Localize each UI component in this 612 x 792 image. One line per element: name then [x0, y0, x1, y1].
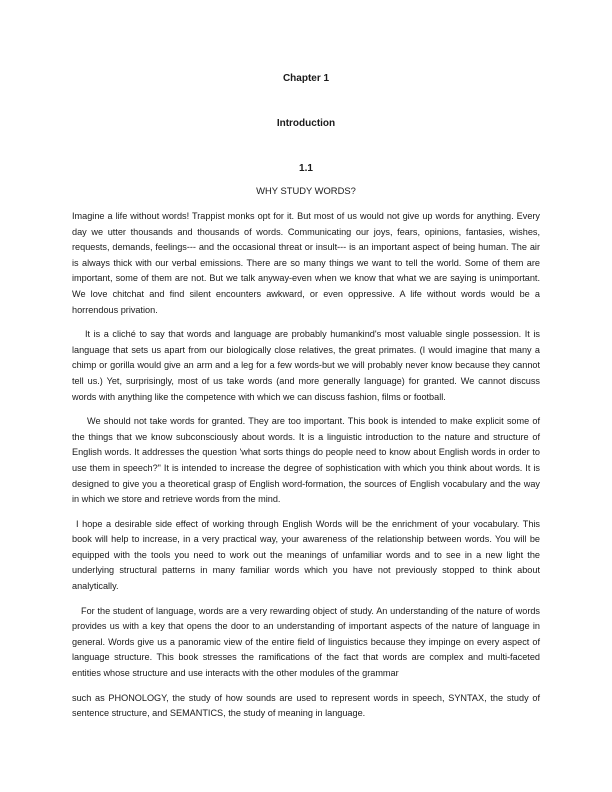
paragraph: We should not take words for granted. They are too important. This book is intended to make explicit some of the things that we know subconsciously about words. It is a linguistic introduction to the nature and structure of English words. It addresses the question 'what sorts things do people need to know about English words in order to use them in speech?" It is intended to increase the degree of sophistication with which you think about words. It is designed to give you a theoretical grasp of English word-formation, the sources of English vocabulary and the way in which we store and retrieve words from the mind. [72, 416, 540, 505]
section-title: WHY STUDY WORDS? [256, 185, 356, 196]
body-text [72, 209, 540, 731]
paragraph: such as PHONOLOGY, the study of how sounds are used to represent words in speech, SYNTAX, the study of sentence structure, and SEMANTICS, the study of meaning in language. [72, 692, 540, 719]
paragraph: It is a cliché to say that words and language are probably humankind's most valuable single possession. It is language that sets us apart from our biologically close relatives, the great primates. (I would imagine that many a chimp or gorilla would give an arm and a leg for a few words-but we will probably never know because they cannot tell us.) Yet, surprisingly, most of us take words (and more generally language) for granted. We cannot discuss words with anything like the competence with which we can discuss fashion, films or football. [72, 329, 540, 402]
chapter-heading: Chapter 1 [282, 73, 330, 84]
chapter-title: Introduction [276, 118, 336, 129]
paragraph: For the student of language, words are a very rewarding object of study. An understanding of the nature of words provides us with a key that opens the door to an understanding of important aspects of the nature of language in general. Words give us a panoramic view of the entire field of linguistics because they impinge on every aspect of language structure. This book stresses the ramifications of the fact that words are complex and multi-faceted entities whose structure and use interacts with the other modules of the grammar [72, 605, 540, 679]
paragraph: Imagine a life without words! Trappist monks opt for it. But most of us would not give up words for anything. Every day we utter thousands and thousands of words. Communicating our joys, fears, opinions, fantasies, wishes, requests, demands, feelings--- and the occasional threat or insult--- is an important aspect of being human. The air is always thick with our verbal emissions. There are so many things we want to tell the world. Some of them are important, some of them are not. But we talk anyway-even when we know that what we are saying is unimportant. We love chitchat and find silent encounters awkward, or even oppressive. A life without words would be a horrendous privation. [72, 211, 540, 315]
section-number: 1.1 [299, 163, 313, 174]
paragraph: I hope a desirable side effect of working through English Words will be the enrichment of your vocabulary. This book will help to increase, in a very practical way, your awareness of the relationship between words. You will be equipped with the tools you need to work out the meanings of unfamiliar words and to see in a new light the underlying structural patterns in many familiar words which you have not previously stopped to think about analytically. [72, 518, 540, 592]
